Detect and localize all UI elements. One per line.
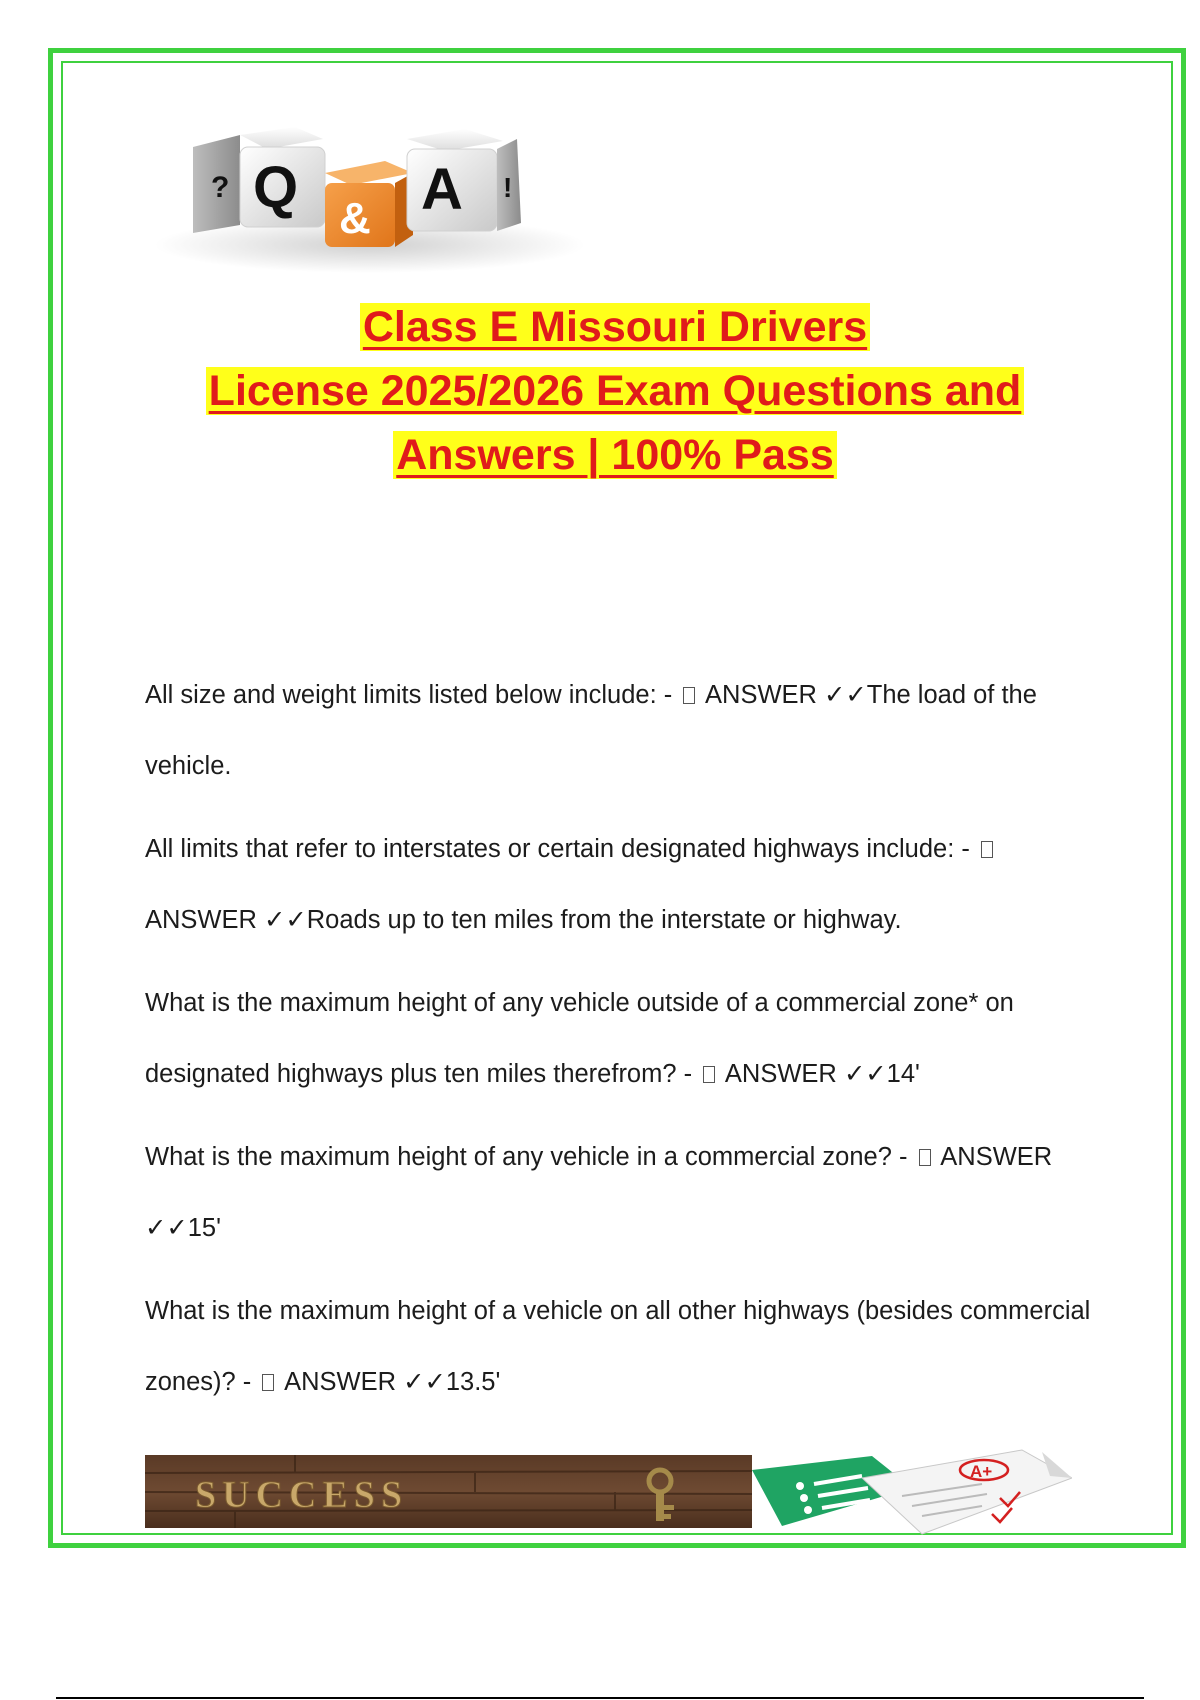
qa-item <box>145 660 1095 802</box>
answer-label: ANSWER <box>724 1060 837 1088</box>
graded-paper-icon <box>752 1448 1072 1536</box>
missing-glyph-icon <box>703 1066 715 1083</box>
check-marks: ✓✓ <box>824 681 867 709</box>
svg-text:A: A <box>421 157 463 222</box>
question-text: What is the maximum height of any vehicle outside of a commercial zone* on designated highways plus ten miles therefrom? - <box>145 989 1014 1088</box>
missing-glyph-icon <box>919 1149 931 1166</box>
grade-text: A+ <box>970 1462 993 1481</box>
question-text: What is the maximum height of any vehicle in a commercial zone? - <box>145 1143 908 1171</box>
answer-text: The load of the vehicle. <box>145 681 1037 780</box>
document-title <box>60 295 1170 487</box>
die-a-icon <box>407 129 503 231</box>
missing-glyph-icon <box>262 1374 274 1391</box>
question-text: All limits that refer to interstates or certain designated highways include: - <box>145 835 970 863</box>
footer-rule <box>56 1697 1144 1699</box>
qa-item <box>145 1122 1095 1264</box>
qa-list <box>145 660 1095 1430</box>
check-marks: ✓✓ <box>403 1368 446 1396</box>
die-question-icon <box>193 135 240 233</box>
answer-label: ANSWER <box>284 1368 397 1396</box>
check-marks: ✓✓ <box>145 1214 188 1242</box>
answer-text: 14' <box>886 1060 920 1088</box>
qa-item <box>145 968 1095 1110</box>
check-marks: ✓✓ <box>843 1060 887 1088</box>
graded-test-icon <box>862 1450 1072 1534</box>
answer-text: 13.5' <box>445 1368 501 1396</box>
question-text: What is the maximum height of a vehicle on all other highways (besides commercial zones)? - <box>145 1297 1091 1396</box>
success-text: SUCCESS <box>195 1474 409 1516</box>
svg-text:?: ? <box>211 171 230 204</box>
success-banner <box>145 1455 752 1528</box>
qa-item <box>145 814 1095 956</box>
svg-text:!: ! <box>503 172 513 203</box>
answer-text: Roads up to ten miles from the interstate or highway. <box>306 906 902 934</box>
title-line: Class E Missouri Drivers <box>360 303 870 351</box>
svg-text:&: & <box>339 194 371 243</box>
missing-glyph-icon <box>683 687 695 704</box>
check-marks: ✓✓ <box>264 906 307 934</box>
missing-glyph-icon <box>981 841 993 858</box>
answer-label: ANSWER <box>145 906 257 934</box>
die-ampersand-icon <box>325 161 413 247</box>
title-line: License 2025/2026 Exam Questions and <box>206 367 1025 415</box>
die-q-icon <box>240 127 325 227</box>
answer-label: ANSWER <box>940 1143 1053 1171</box>
die-exclamation-icon <box>497 139 521 231</box>
qa-item <box>145 1276 1095 1418</box>
answer-text: 15' <box>187 1214 221 1242</box>
svg-text:Q: Q <box>253 155 299 220</box>
answer-label: ANSWER <box>705 681 817 709</box>
question-text: All size and weight limits listed below include: - <box>145 681 673 709</box>
qa-dice-logo <box>145 95 595 290</box>
title-line: Answers | 100% Pass <box>393 431 837 479</box>
